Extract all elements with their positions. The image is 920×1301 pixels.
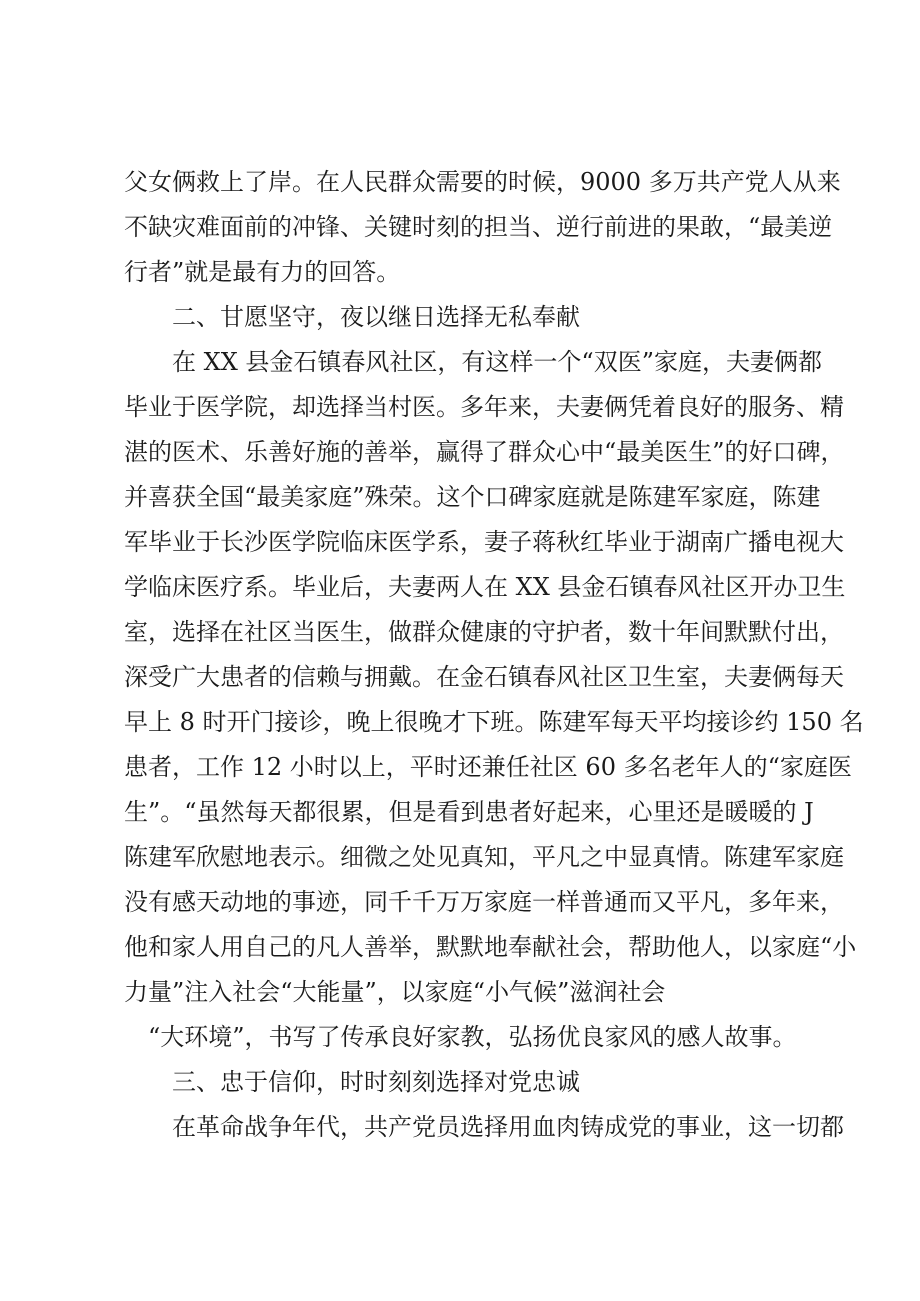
text-line: 毕业于医学院，却选择当村医。多年来，夫妻俩凭着良好的服务、精 [124, 393, 844, 421]
text-line: 不缺灾难面前的冲锋、关键时刻的担当、逆行前进的果敢，“最美逆 [124, 213, 833, 241]
text-line: 学临床医疗系。毕业后，夫妻两人在 XX 县金石镇春风社区开办卫生 [124, 573, 846, 601]
text-line: 力量”注入社会“大能量”，以家庭“小气候”滋润社会 [124, 978, 666, 1006]
text-line: 湛的医术、乐善好施的善举，赢得了群众心中“最美医生”的好口碑， [124, 438, 845, 466]
text-line: 早上 8 时开门接诊，晚上很晚才下班。陈建军每天平均接诊约 150 名 [124, 708, 864, 736]
text-line: 军毕业于长沙医学院临床医学系，妻子蒋秋红毕业于湖南广播电视大 [124, 528, 844, 556]
text-line: 他和家人用自己的凡人善举，默默地奉献社会，帮助他人，以家庭“小 [124, 933, 857, 961]
text-line: “大环境”，书写了传承良好家教，弘扬优良家风的感人故事。 [148, 1023, 797, 1051]
text-line: 患者，工作 12 小时以上，平时还兼任社区 60 多名老年人的“家庭医 [124, 753, 852, 781]
paragraph-first-line: 在 XX 县金石镇春风社区，有这样一个“双医”家庭，夫妻俩都 [172, 348, 822, 376]
text-line: 没有感天动地的事迹，同千千万万家庭一样普通而又平凡，多年来， [124, 888, 844, 916]
section-heading: 二、甘愿坚守，夜以继日选择无私奉献 [172, 303, 580, 331]
section-heading: 三、忠于信仰，时时刻刻选择对党忠诚 [172, 1068, 580, 1096]
text-line: 父女俩救上了岸。在人民群众需要的时候，9000 多万共产党人从来 [124, 168, 841, 196]
text-line: 行者”就是最有力的回答。 [124, 258, 401, 286]
text-line: 并喜获全国“最美家庭”殊荣。这个口碑家庭就是陈建军家庭，陈建 [124, 483, 821, 511]
text-line: 生”。“虽然每天都很累，但是看到患者好起来，心里还是暖暖的 J [124, 798, 814, 826]
text-line: 深受广大患者的信赖与拥戴。在金石镇春风社区卫生室，夫妻俩每天 [124, 663, 844, 691]
text-line: 室，选择在社区当医生，做群众健康的守护者，数十年间默默付出， [124, 618, 844, 646]
text-line: 陈建军欣慰地表示。细微之处见真知，平凡之中显真情。陈建军家庭 [124, 843, 844, 871]
paragraph-first-line: 在革命战争年代，共产党员选择用血肉铸成党的事业，这一切都 [172, 1113, 844, 1141]
